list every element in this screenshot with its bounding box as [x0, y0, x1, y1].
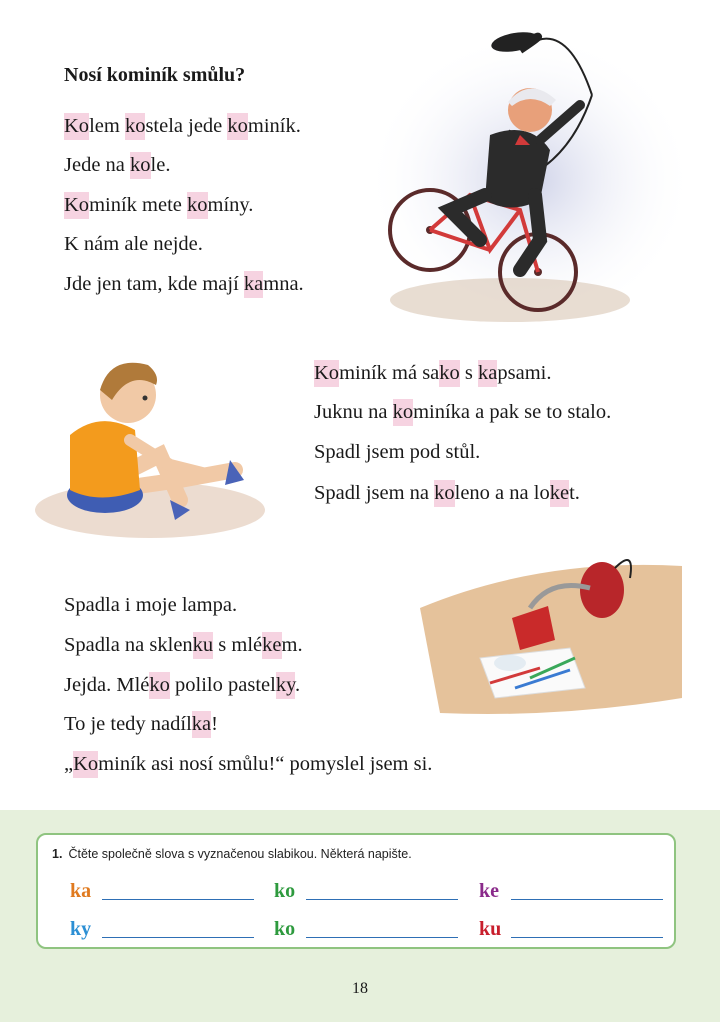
line-text: miník má sa — [339, 362, 440, 384]
exercise-box — [36, 833, 676, 949]
write-line[interactable] — [102, 879, 254, 900]
exercise-item — [70, 879, 254, 903]
line-text: Juknu na — [314, 401, 393, 423]
exercise-number: 1. — [52, 847, 63, 861]
line-text: Spadla i moje lampa. — [64, 594, 238, 616]
stanza3-line — [64, 751, 432, 777]
write-line[interactable] — [511, 917, 663, 938]
syllable-label: ko — [274, 918, 296, 940]
highlighted-syllable: ko — [130, 152, 151, 179]
stanza2-line — [314, 480, 580, 506]
line-text: t. — [569, 482, 580, 504]
syllable-label: ko — [274, 880, 296, 902]
highlighted-syllable: ko — [393, 399, 414, 426]
line-text: psami. — [497, 362, 552, 384]
line-text: lem — [89, 115, 125, 137]
line-text: ! — [211, 713, 218, 735]
line-text: s — [459, 362, 479, 384]
highlighted-syllable: ky — [276, 672, 295, 699]
highlighted-syllable: Ko — [64, 113, 89, 140]
exercise-item — [479, 917, 663, 941]
highlighted-syllable: Ko — [64, 192, 89, 219]
highlighted-syllable: Ko — [314, 360, 339, 387]
stanza3-line — [64, 632, 303, 658]
line-text: Jejda. Mlé — [64, 674, 150, 696]
highlighted-syllable: ko — [434, 480, 455, 507]
line-text: miník mete — [89, 194, 187, 216]
highlighted-syllable: ke — [550, 480, 569, 507]
highlighted-syllable: ko — [125, 113, 146, 140]
highlighted-syllable: ke — [262, 632, 281, 659]
line-text: stela jede — [145, 115, 228, 137]
line-text: Jede na — [64, 154, 131, 176]
stanza2-line — [314, 360, 551, 386]
stanza1-line — [64, 271, 304, 297]
line-text: le. — [150, 154, 171, 176]
stanza1-line — [64, 231, 203, 257]
syllable-label: ka — [70, 880, 92, 902]
stanza1-line — [64, 152, 170, 178]
exercise-item — [70, 917, 254, 941]
highlighted-syllable: ko — [439, 360, 460, 387]
line-text: Spadl jsem na — [314, 482, 435, 504]
highlighted-syllable: ka — [192, 711, 211, 738]
boy-sitting-illustration — [30, 340, 270, 540]
highlighted-syllable: ko — [149, 672, 170, 699]
line-text: leno a na lo — [454, 482, 550, 504]
stanza3-line — [64, 711, 218, 737]
line-text: polilo pastel — [169, 674, 276, 696]
stanza1-line — [64, 192, 253, 218]
syllable-label: ke — [479, 880, 499, 902]
line-text: Spadl jsem pod stůl. — [314, 441, 481, 463]
highlighted-syllable: ko — [227, 113, 248, 140]
line-text: miník asi nosí smůlu!“ pomyslel jsem si. — [98, 753, 433, 775]
stanza2-line — [314, 439, 480, 465]
exercise-item — [479, 879, 663, 903]
line-text: s mlé — [213, 634, 263, 656]
highlighted-syllable: ka — [244, 271, 263, 298]
stanza1-line — [64, 113, 301, 139]
highlighted-syllable: Ko — [73, 751, 98, 778]
line-text: K nám ale nejde. — [64, 233, 203, 255]
highlighted-syllable: ka — [478, 360, 497, 387]
highlighted-syllable: ku — [193, 632, 214, 659]
line-text: míny. — [207, 194, 254, 216]
exercise-item — [274, 879, 458, 903]
write-line[interactable] — [511, 879, 663, 900]
exercise-item — [274, 917, 458, 941]
line-text: „ — [64, 753, 74, 775]
highlighted-syllable: ko — [187, 192, 208, 219]
stanza3-line — [64, 592, 237, 618]
line-text: m. — [281, 634, 303, 656]
line-text: . — [294, 674, 301, 696]
write-line[interactable] — [306, 917, 458, 938]
syllable-label: ku — [479, 918, 502, 940]
line-text: To je tedy nadíl — [64, 713, 192, 735]
line-text: Spadla na sklen — [64, 634, 193, 656]
syllable-label: ky — [70, 918, 92, 940]
exercise-instruction-text: Čtěte společně slova s vyznačenou slabikou. Některá napište. — [68, 847, 412, 861]
poem-title: Nosí kominík smůlu? — [64, 64, 246, 86]
stanza3-line — [64, 672, 300, 698]
line-text: Jde jen tam, kde mají — [64, 273, 244, 295]
line-text: miník. — [247, 115, 301, 137]
exercise-instruction — [52, 847, 412, 861]
stanza2-line — [314, 399, 611, 425]
write-line[interactable] — [102, 917, 254, 938]
chimney-sweep-illustration — [370, 10, 700, 330]
fallen-lamp-illustration — [420, 548, 682, 728]
line-text: mna. — [263, 273, 304, 295]
write-line[interactable] — [306, 879, 458, 900]
line-text: miníka a pak se to stalo. — [413, 401, 612, 423]
page-number: 18 — [352, 980, 368, 997]
